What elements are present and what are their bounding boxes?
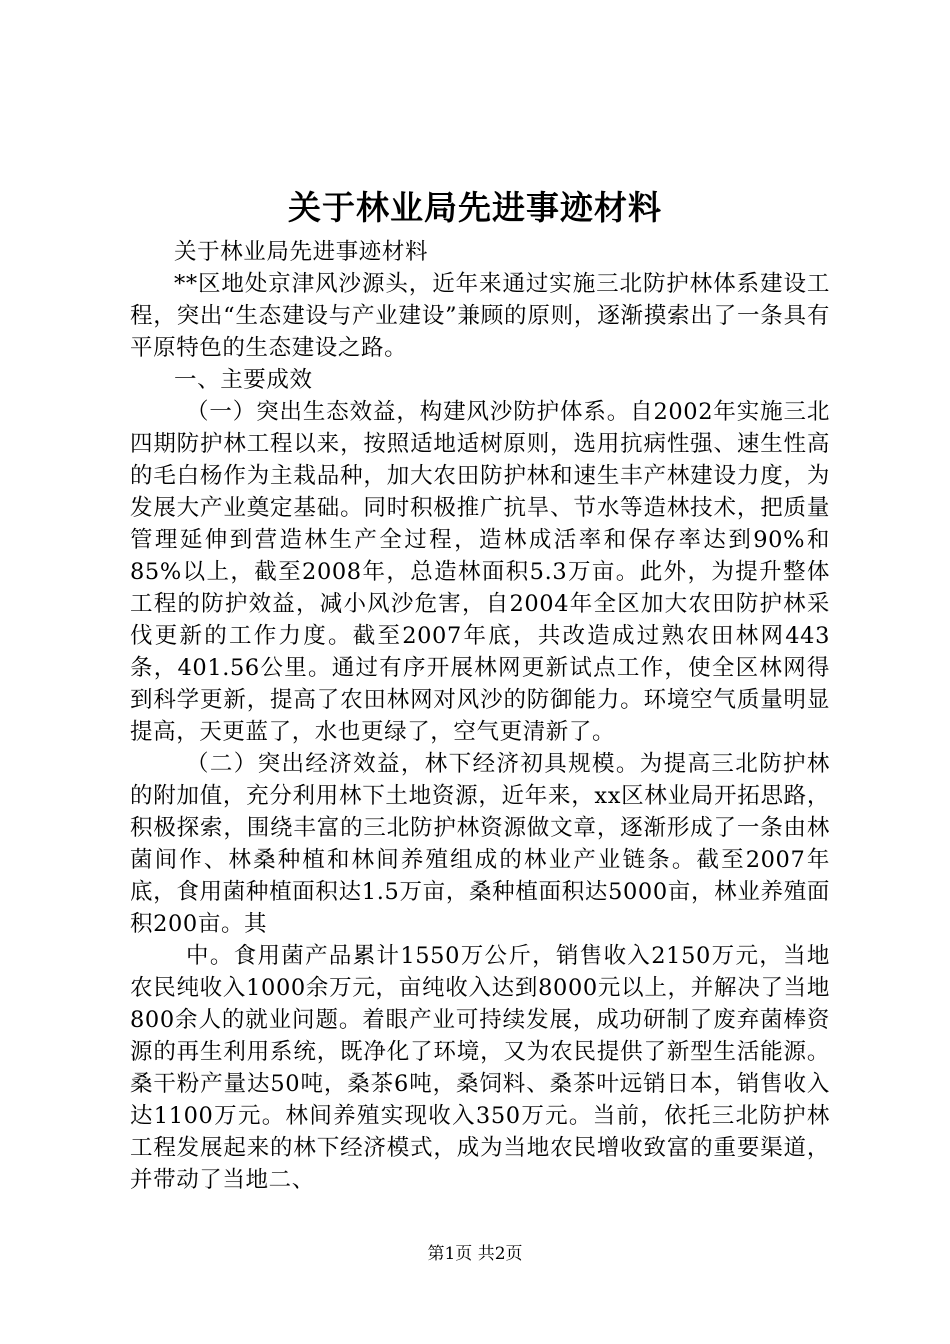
paragraph-ecological-benefits: （一）突出生态效益，构建风沙防护体系。自2002年实施三北四期防护林工程以来，按照适地适树原则，选用抗病性强、速生性高的毛白杨作为主栽品种，加大农田防护林和速生丰产林建设力度，为发展大产业奠定基础。同时积极推广抗旱、节水等造林技术，把质量管理延伸到营造林生产全过程，造林成活率和保存率达到90%和85%以上，截至2008年，总造林面积5.3万亩。此外，为提升整体工程的防护效益，减小风沙危害，自2004年全区加大农田防护林采伐更新的工作力度。截至2007年底，共改造成过熟农田林网443条，401.56公里。通过有序开展林网更新试点工作，使全区林网得到科学更新，提高了农田林网对风沙的防御能力。环境空气质量明显提高，天更蓝了，水也更绿了，空气更清新了。: [130, 399, 830, 745]
paragraph-subtitle: 关于林业局先进事迹材料: [174, 239, 429, 265]
paragraph-economic-details: 中。食用菌产品累计1550万公斤，销售收入2150万元，当地农民纯收入1000余万元，亩纯收入达到8000元以上，并解决了当地800余人的就业问题。着眼产业可持续发展，成功研制了废弃菌棒资源的再生利用系统，既净化了环境，又为农民提供了新型生活能源。桑干粉产量达50吨，桑茶6吨，桑饲料、桑茶叶远销日本，销售收入达1100万元。林间养殖实现收入350万元。当前，依托三北防护林工程发展起来的林下经济模式，成为当地农民增收致富的重要渠道，并带动了当地二、: [130, 943, 830, 1193]
document-body: [130, 236, 830, 1196]
page-footer: 第1页 共2页: [427, 1244, 523, 1264]
paragraph-intro: **区地处京津风沙源头，近年来通过实施三北防护林体系建设工程，突出“生态建设与产业建设”兼顾的原则，逐渐摸索出了一条具有平原特色的生态建设之路。: [130, 271, 830, 361]
document-title: 关于林业局先进事迹材料: [288, 188, 662, 227]
section-heading-main-results: 一、主要成效: [174, 367, 313, 393]
paragraph-economic-benefits: （二）突出经济效益，林下经济初具规模。为提高三北防护林的附加值，充分利用林下土地资源，近年来，xx区林业局开拓思路，积极探索，围绕丰富的三北防护林资源做文章，逐渐形成了一条由林菌间作、林桑种植和林间养殖组成的林业产业链条。截至2007年底，食用菌种植面积达1.5万亩，桑种植面积达5000亩，林业养殖面积200亩。其: [130, 751, 830, 937]
